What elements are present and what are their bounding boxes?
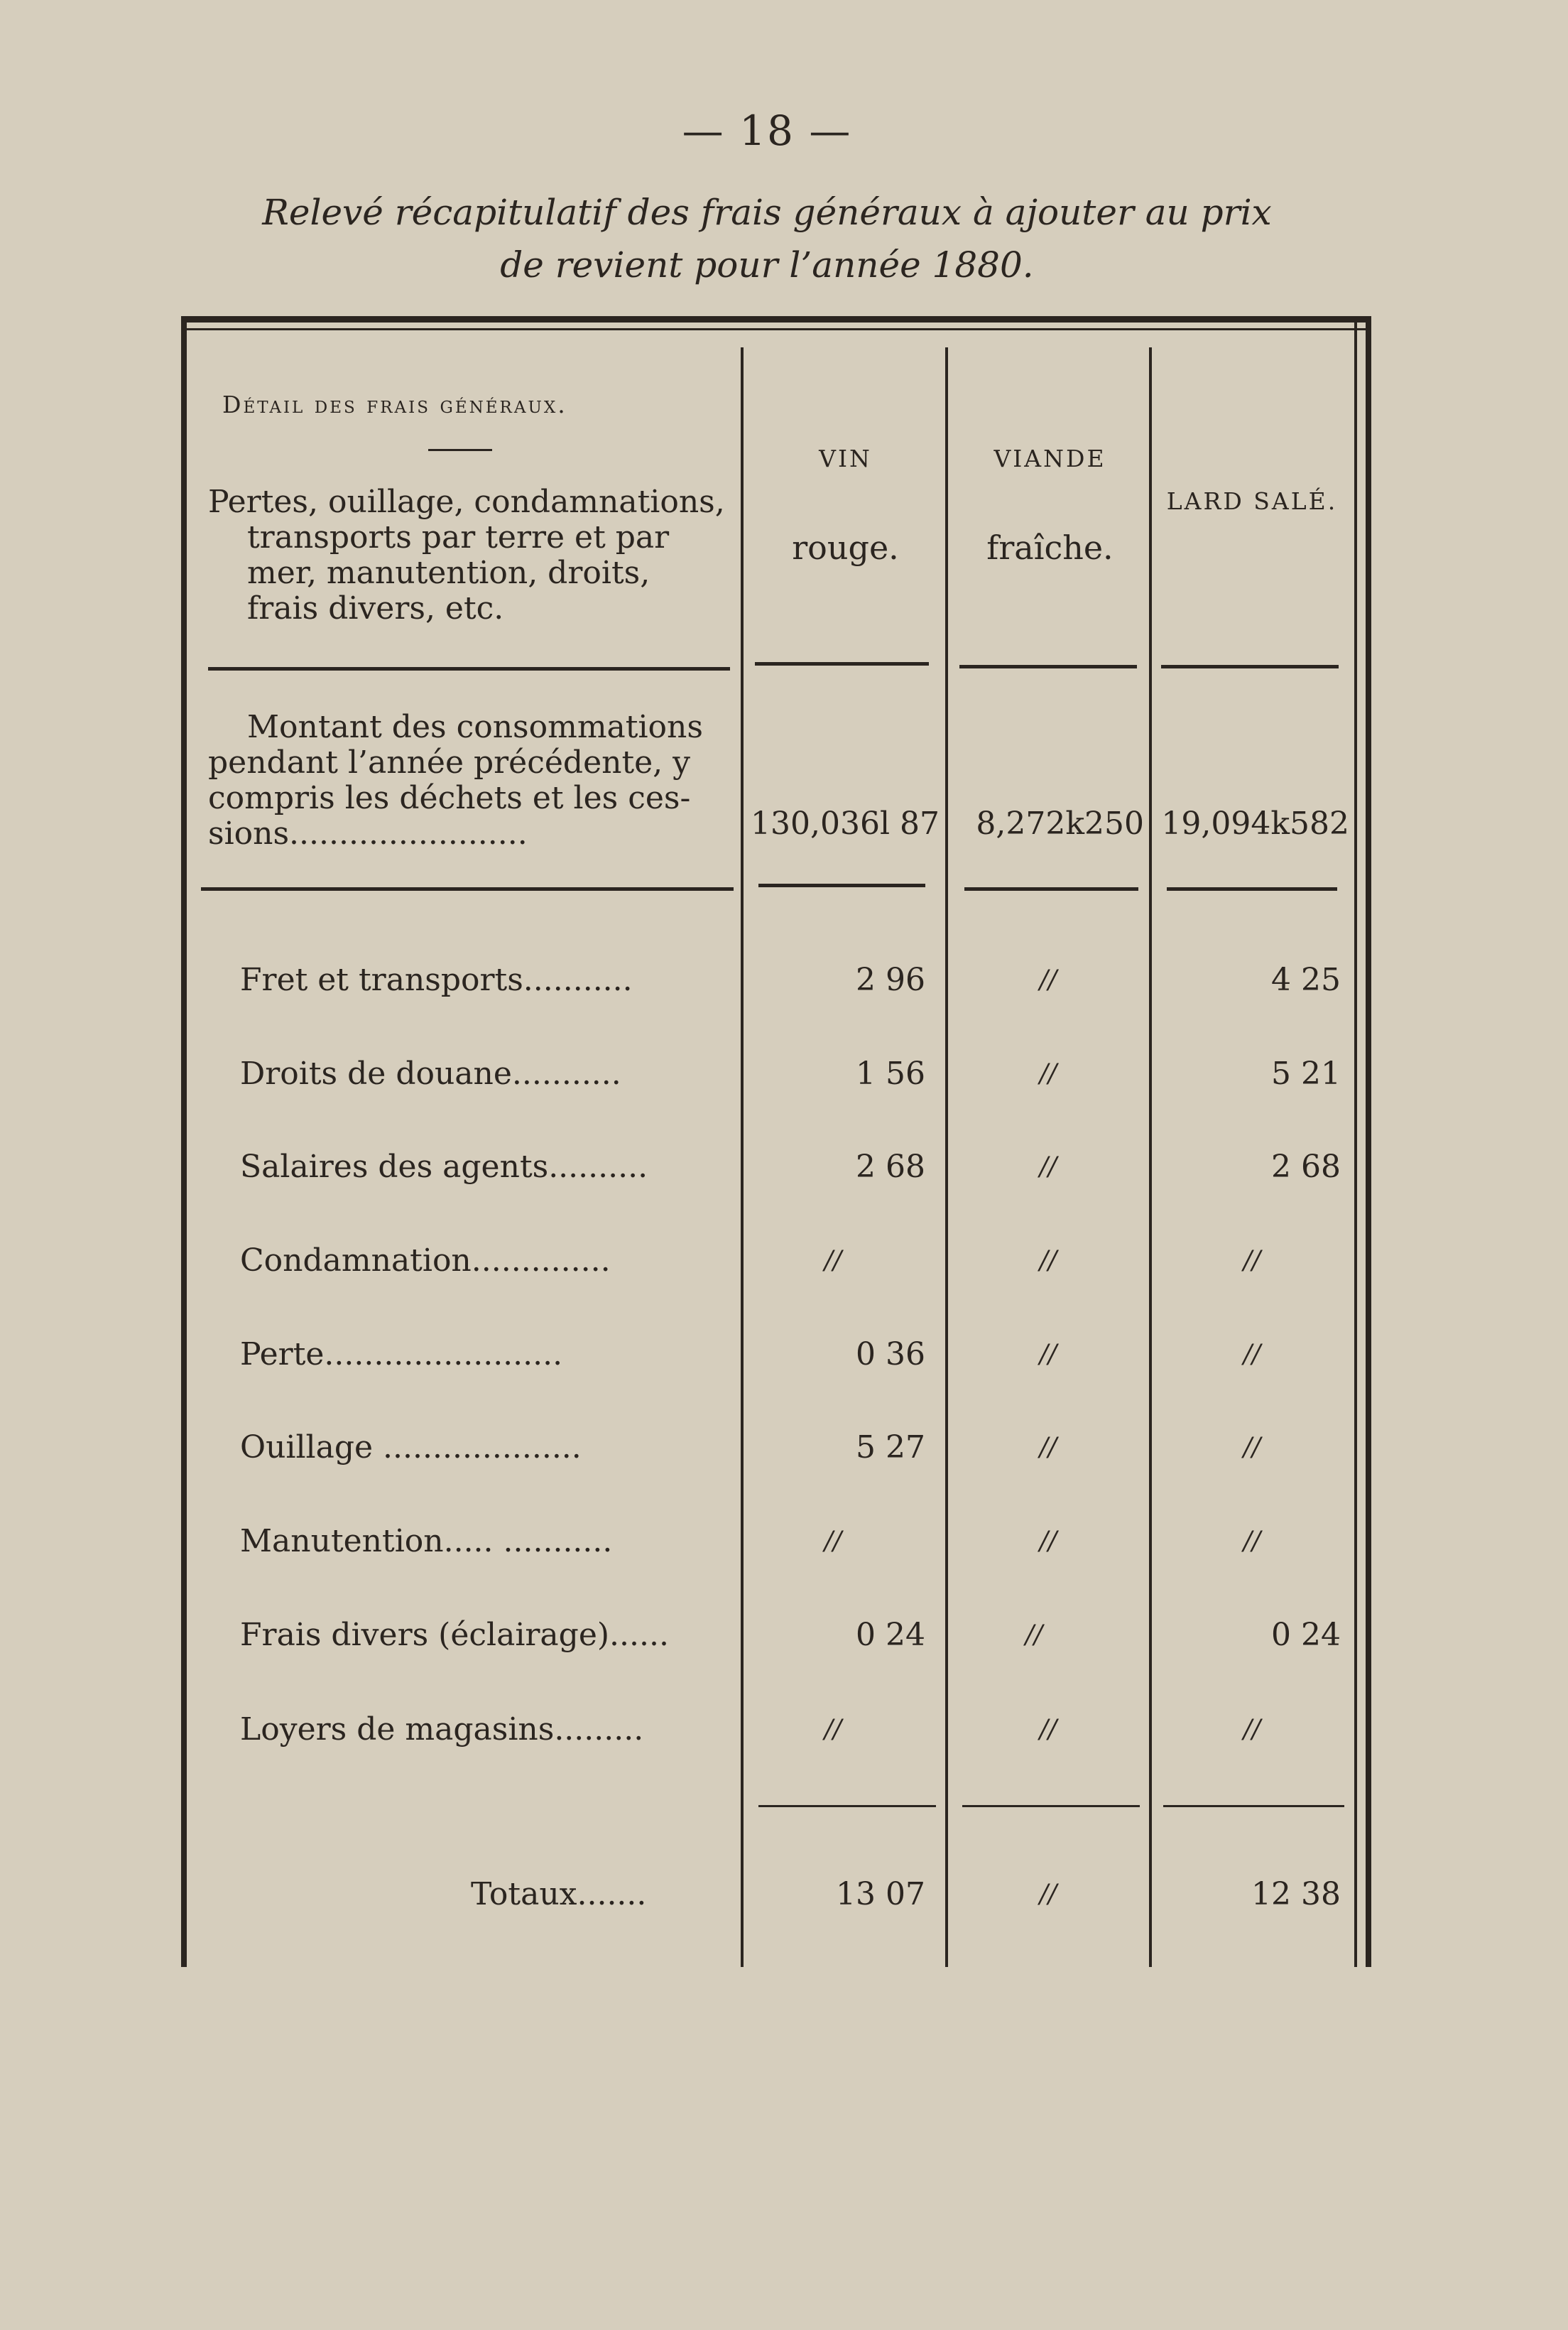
row-lard: //	[1243, 1527, 1261, 1556]
montant-line: compris les déchets et les ces-	[208, 780, 691, 816]
column-header-vin: VIN	[819, 445, 872, 472]
row-lard: //	[1243, 1340, 1261, 1369]
row-vin: //	[824, 1246, 842, 1275]
row-viande: //	[1039, 1715, 1057, 1744]
row-viande: //	[1025, 1620, 1043, 1649]
row-lard: //	[1243, 1246, 1261, 1275]
row-lard: 2 68	[1271, 1149, 1341, 1185]
detail-line: frais divers, etc.	[247, 590, 504, 627]
row-viande: //	[1039, 1433, 1057, 1462]
detail-title: Détail des frais généraux.	[222, 391, 567, 418]
column-divider	[945, 347, 948, 1967]
column-divider	[1149, 347, 1152, 1967]
expense-table	[181, 316, 1371, 1967]
row-vin: //	[824, 1527, 842, 1556]
title-line-2: de revient pour l’année 1880.	[500, 244, 1034, 286]
montant-viande: 8,272k250	[976, 806, 1144, 842]
rule	[964, 887, 1138, 891]
row-label: Fret et transports...........	[240, 962, 633, 998]
row-label: Manutention..... ...........	[240, 1523, 613, 1559]
row-viande: //	[1039, 1527, 1057, 1556]
detail-line: transports par terre et par	[247, 519, 670, 556]
row-lard: 4 25	[1271, 962, 1341, 998]
rule	[201, 887, 734, 891]
rule	[959, 665, 1137, 668]
row-vin: 0 36	[856, 1336, 925, 1372]
row-lard: 0 24	[1271, 1617, 1341, 1653]
column-subheader-vin: rouge.	[792, 529, 899, 567]
row-viande: //	[1039, 1246, 1057, 1275]
title-line-1: Relevé récapitulatif des frais généraux à ajouter au prix	[262, 192, 1272, 233]
row-label: Ouillage ....................	[240, 1429, 582, 1465]
title-dash	[428, 449, 492, 451]
row-label: Salaires des agents..........	[240, 1149, 648, 1185]
column-divider	[741, 347, 744, 1967]
row-lard: 5 21	[1271, 1056, 1341, 1092]
detail-description	[208, 484, 726, 627]
row-vin: 5 27	[856, 1429, 925, 1465]
totals-vin: 13 07	[836, 1876, 925, 1912]
montant-line: pendant l’année précédente, y	[208, 744, 690, 781]
montant-description	[208, 710, 734, 852]
montant-lard: 19,094k582	[1161, 806, 1349, 842]
rule	[208, 667, 730, 671]
row-lard: //	[1243, 1715, 1261, 1744]
row-label: Loyers de magasins.........	[240, 1711, 644, 1748]
rule	[755, 662, 929, 666]
rule	[1167, 887, 1337, 891]
row-viande: //	[1039, 1340, 1057, 1369]
column-header-lard: LARD SALÉ.	[1166, 487, 1338, 515]
row-vin: 2 96	[856, 962, 925, 998]
rule	[758, 884, 925, 887]
rule	[758, 1805, 936, 1807]
row-vin: //	[824, 1715, 842, 1744]
row-label: Condamnation..............	[240, 1242, 611, 1279]
detail-line: mer, manutention, droits,	[247, 555, 650, 591]
row-label: Droits de douane...........	[240, 1056, 621, 1092]
totals-label: Totaux.......	[471, 1876, 647, 1912]
montant-line: sions........................	[208, 816, 528, 852]
row-viande: //	[1039, 1059, 1057, 1088]
totals-viande: //	[1039, 1880, 1057, 1909]
row-vin: 1 56	[856, 1056, 925, 1092]
row-label: Frais divers (éclairage)......	[240, 1617, 669, 1653]
page-number: — 18 —	[682, 107, 852, 155]
montant-vin: 130,036l 87	[751, 806, 940, 842]
rule	[962, 1805, 1140, 1807]
row-viande: //	[1039, 1152, 1057, 1181]
row-lard: //	[1243, 1433, 1261, 1462]
column-header-viande: VIANDE	[993, 445, 1106, 472]
column-subheader-viande: fraîche.	[986, 529, 1114, 567]
totals-lard: 12 38	[1251, 1876, 1341, 1912]
rule	[1161, 665, 1339, 668]
row-viande: //	[1039, 965, 1057, 995]
rule	[1163, 1805, 1344, 1807]
detail-line: Pertes, ouillage, condamnations,	[208, 484, 725, 520]
row-vin: 0 24	[856, 1617, 925, 1653]
page-title	[178, 186, 1356, 291]
row-vin: 2 68	[856, 1149, 925, 1185]
montant-line: Montant des consommations	[247, 709, 703, 745]
row-label: Perte........................	[240, 1336, 563, 1372]
